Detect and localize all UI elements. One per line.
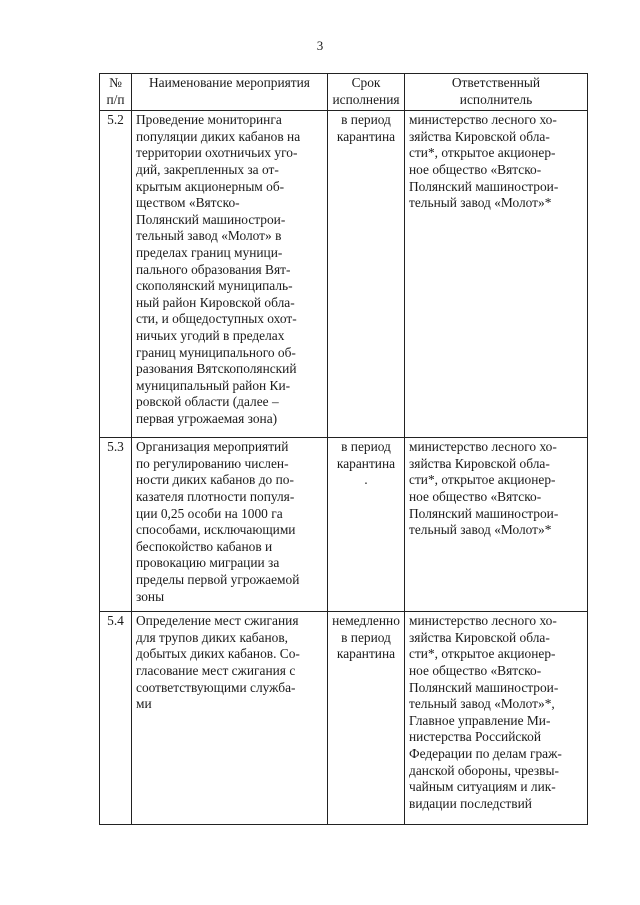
table-row <box>100 111 588 438</box>
deadline: в период карантина <box>328 111 405 438</box>
responsible: министерство лесного хо- зяйства Кировской обла- сти*, открытое акционер- ное общество «Вятско- Полянский машинострои- тельный завод «Молот»*, Главное управление Ми- нистерства Российской Федерации по делам граж- данской обороны, чрезвы- чайным ситуациям и лик- видации последствий <box>405 612 588 825</box>
header-number: № п/п <box>100 74 132 111</box>
deadline: в период карантина <box>336 439 396 471</box>
responsible: министерство лесного хо- зяйства Кировской обла- сти*, открытое акционер- ное общество «Вятско- Полянский машинострои- тельный завод «Молот»* <box>405 111 588 438</box>
page-number: 3 <box>316 38 324 53</box>
row-number: 5.3 <box>100 438 132 612</box>
row-number: 5.4 <box>100 612 132 825</box>
header-deadline: Срок исполнения <box>328 74 405 111</box>
table-row <box>100 438 588 612</box>
measure-name: Определение мест сжигания для трупов диких кабанов, добытых диких кабанов. Со- гласование мест сжигания с соответствующими служба- ми <box>132 612 328 825</box>
measure-name: Организация мероприятий по регулированию числен- ности диких кабанов до по- казателя плотности популя- ции 0,25 особи на 1000 га способами, исключающими беспокойство кабанов и провокацию миграции за пределы первой угрожаемой зоны <box>132 438 328 612</box>
responsible: министерство лесного хо- зяйства Кировской обла- сти*, открытое акционер- ное общество «Вятско- Полянский машинострои- тельный завод «Молот»* <box>405 438 588 612</box>
table-header-row <box>100 74 588 111</box>
stray-mark: · <box>363 476 369 492</box>
table-row <box>100 612 588 825</box>
deadline: немедленно в период карантина <box>328 612 405 825</box>
header-responsible: Ответственный исполнитель <box>405 74 588 111</box>
deadline-cell <box>328 438 405 612</box>
row-number: 5.2 <box>100 111 132 438</box>
header-measure-name: Наименование мероприятия <box>132 74 328 111</box>
measure-name: Проведение мониторинга популяции диких кабанов на территории охотничьих уго- дий, закрепленных за от- крытым акционерным об- ществом «Вятско- Полянский машинострои- тельный завод «Молот» в пределах границ муници- пального образования Вят- скополянский муниципаль- ный район Кировской обла- сти, и общедоступных охот- ничьих угодий в пределах границ муниципального об- разования Вятскополянский муниципальный район Ки- ровской области (далее – первая угрожаемая зона) <box>132 111 328 438</box>
measures-table <box>99 73 588 825</box>
